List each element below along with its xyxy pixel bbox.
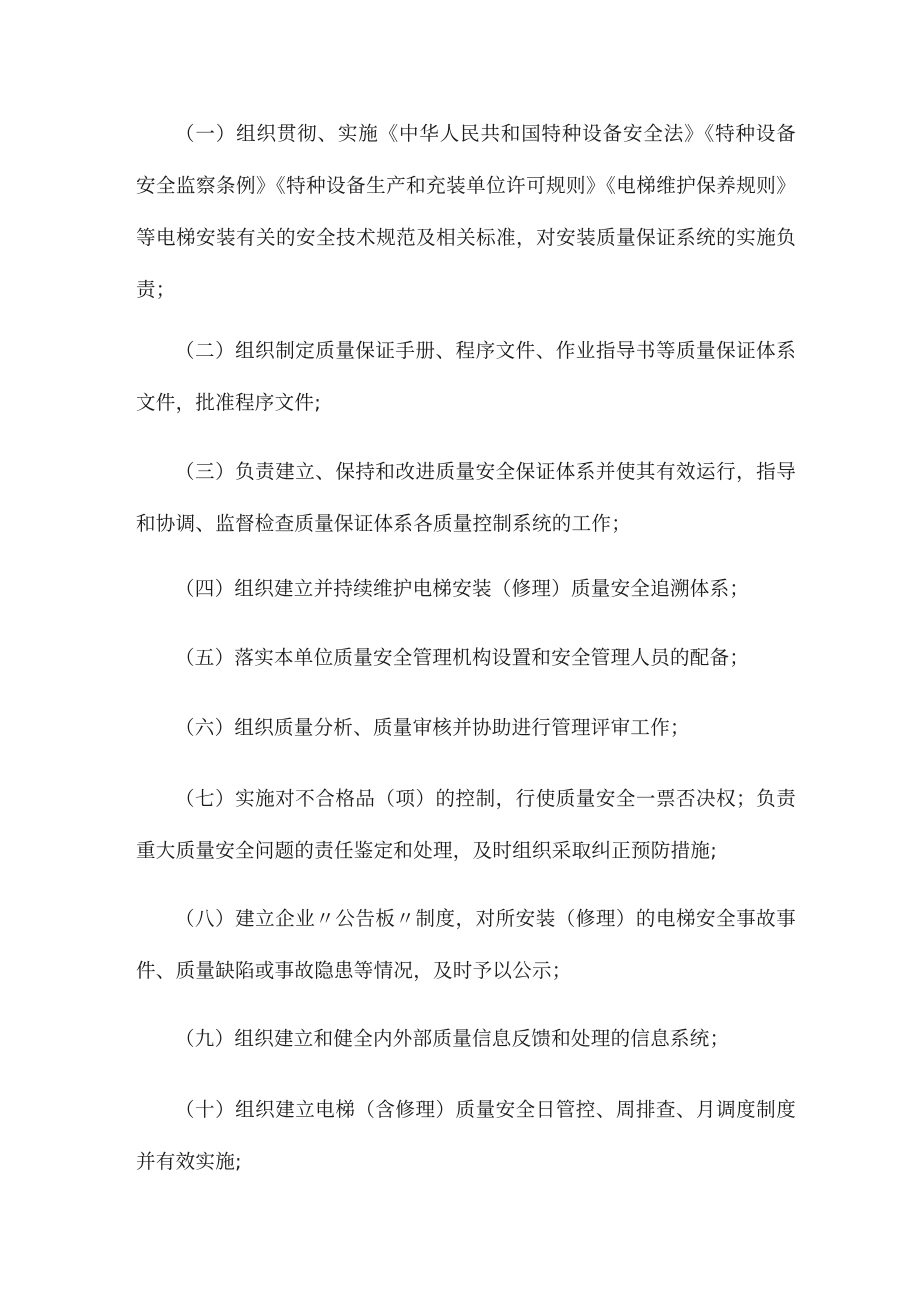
duty-item-7: （七）实施对不合格品（项）的控制，行使质量安全一票否决权；负责重大质量安全问题的责任鉴定和处理，及时组织采取纠正预防措施;	[136, 787, 796, 862]
duty-item-3: （三）负责建立、保持和改进质量安全保证体系并使其有效运行，指导和协调、监督检查质量保证体系各质量控制系统的工作；	[136, 460, 796, 535]
duty-item-5: （五）落实本单位质量安全管理机构设置和安全管理人员的配备；	[175, 646, 750, 669]
duty-item-1: （一）组织贯彻、实施《中华人民共和国特种设备安全法》《特种设备安全监察条例》《特种设备生产和充装单位许可规则》《电梯维护保养规则》等电梯安装有关的安全技术规范及相关标准，对安装质量保证系统的实施负责；	[136, 122, 796, 301]
duty-item-2: （二）组织制定质量保证手册、程序文件、作业指导书等质量保证体系文件，批准程序文件;	[136, 339, 796, 414]
duty-item-9: （九）组织建立和健全内外部质量信息反馈和处理的信息系统；	[175, 1027, 730, 1050]
duty-item-8: （八）建立企业〃公告板〃制度，对所安装（修理）的电梯安全事故事件、质量缺陷或事故隐患等情况，及时予以公示；	[136, 907, 796, 982]
duty-item-4: （四）组织建立并持续维护电梯安装（修理）质量安全追溯体系；	[175, 577, 750, 600]
duty-item-10: （十）组织建立电梯（含修理）质量安全日管控、周排查、月调度制度并有效实施;	[136, 1098, 796, 1173]
duty-item-6: （六）组织质量分析、质量审核并协助进行管理评审工作；	[175, 716, 690, 739]
